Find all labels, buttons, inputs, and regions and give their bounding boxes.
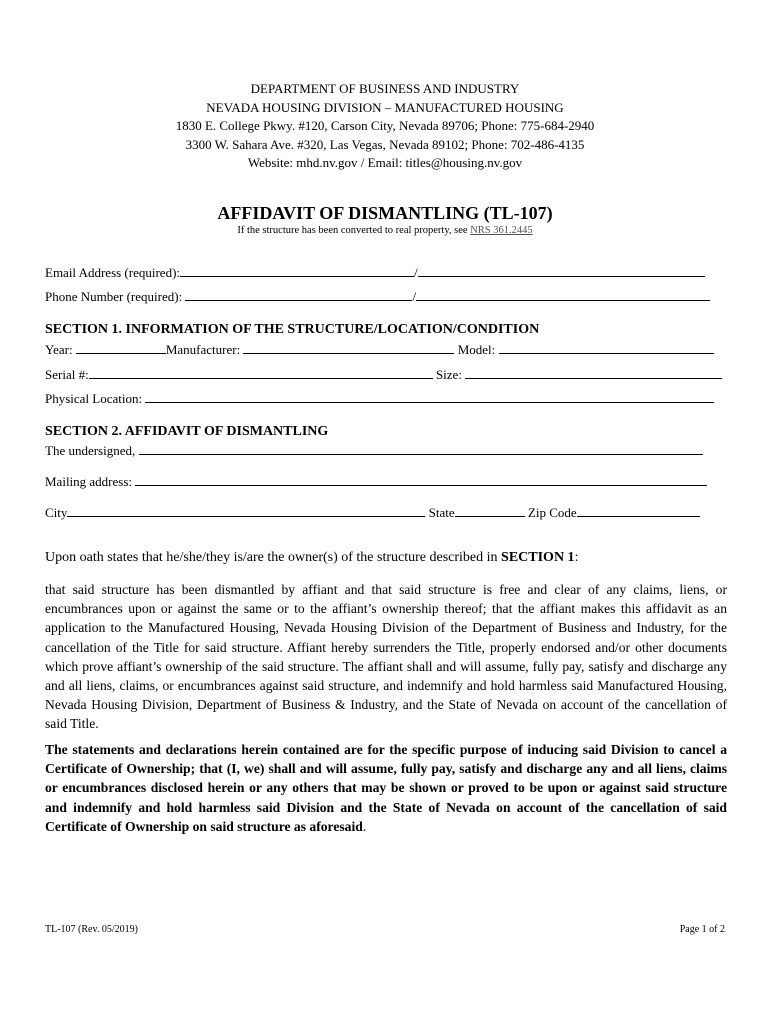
model-field[interactable] <box>499 341 714 354</box>
phone-field-2[interactable] <box>416 288 710 301</box>
phone-field-1[interactable] <box>185 288 412 301</box>
las-vegas-address: 3300 W. Sahara Ave. #320, Las Vegas, Nevada 89102; Phone: 702-486-4135 <box>185 136 585 152</box>
oath-section-ref: SECTION 1 <box>501 550 575 565</box>
phone-label: Phone Number (required): <box>45 289 186 304</box>
zip-field[interactable] <box>577 504 700 517</box>
year-label: Year: <box>45 342 76 357</box>
undersigned-label: The undersigned, <box>45 443 139 458</box>
zip-label: Zip Code <box>524 505 577 520</box>
nrs-link[interactable]: NRS 361.2445 <box>470 225 533 236</box>
affidavit-paragraph: that said structure has been dismantled by affiant and that said structure is free and clear of any claims, liens, or encumbrances upon or against the same or to the affiant’s ownership thereof; that the affiant makes this affidavit as an application to the Manufactured Housing, Nevada Housing Division of the Department of Business and Industry, for the cancellation of the Title for said structure. Affiant hereby surrenders the Title, properly endorsed and/or other documents which prove affiant’s ownership of the said structure. The affiant shall and will assume, fully pay, satisfy and discharge any and all liens, claims, or encumbrances against said structure, and indemnify and hold harmless said Manufactured Housing, Nevada Housing Division, Department of Business & Industry, and the State of Nevada on account of the cancellation of said Title. <box>45 582 727 732</box>
city-label: City <box>45 505 68 520</box>
size-field[interactable] <box>465 366 722 379</box>
serial-label: Serial #: <box>45 367 89 382</box>
serial-field[interactable] <box>89 366 433 379</box>
city-row <box>45 504 700 521</box>
year-field[interactable] <box>76 341 166 354</box>
form-title: AFFIDAVIT OF DISMANTLING (TL-107) <box>217 203 553 223</box>
declaration-text: The statements and declarations herein contained are for the specific purpose of inducing said Division to cancel a Certificate of Ownership; that (I, we) shall and will assume, fully pay, satisfy and discharge any and all liens, claims or encumbrances disclosed herein or any others that may be shown or proved to be upon or against said structure and indemnify and hold harmless said Division and the State of Nevada on account of the cancellation of said Certificate of Ownership on said structure as aforesaid <box>45 742 727 834</box>
mailing-label: Mailing address: <box>45 474 136 489</box>
mailing-row <box>45 473 707 490</box>
form-subtitle <box>0 225 770 236</box>
location-label: Physical Location: <box>45 391 146 406</box>
agency-name: DEPARTMENT OF BUSINESS AND INDUSTRY <box>250 81 520 96</box>
section1-heading: SECTION 1. INFORMATION OF THE STRUCTURE/LOCATION/CONDITION <box>45 322 540 337</box>
email-label: Email Address (required): <box>45 265 181 280</box>
email-field-2[interactable] <box>418 264 705 277</box>
oath-text: Upon oath states that he/she/they is/are the owner(s) of the structure described in <box>45 550 502 565</box>
email-separator: / <box>414 265 418 280</box>
state-field[interactable] <box>455 504 525 517</box>
subtitle-text: If the structure has been converted to real property, see <box>237 225 471 236</box>
oath-colon: : <box>574 550 579 565</box>
carson-city-address: 1830 E. College Pkwy. #120, Carson City, Nevada 89706; Phone: 775-684-2940 <box>175 118 595 133</box>
section2-heading: SECTION 2. AFFIDAVIT OF DISMANTLING <box>45 424 329 439</box>
model-label: Model: <box>454 342 499 357</box>
email-row <box>45 264 705 281</box>
manufacturer-field[interactable] <box>243 341 454 354</box>
oath-statement <box>45 550 578 566</box>
phone-separator: / <box>412 289 417 304</box>
form-id: TL-107 (Rev. 05/2019) <box>45 924 138 935</box>
manufacturer-label: Manufacturer: <box>165 342 244 357</box>
size-label: Size: <box>432 367 466 382</box>
page-number: Page 1 of 2 <box>679 924 725 935</box>
website-email: Website: mhd.nv.gov / Email: titles@housing.nv.gov <box>247 155 523 170</box>
undersigned-field[interactable] <box>139 442 703 455</box>
location-row <box>45 390 714 407</box>
city-field[interactable] <box>67 504 425 517</box>
structure-row <box>45 341 714 358</box>
serial-row <box>45 366 722 383</box>
division-name: NEVADA HOUSING DIVISION – MANUFACTURED HOUSING <box>206 99 564 115</box>
location-field[interactable] <box>145 390 714 403</box>
declaration-paragraph <box>45 740 727 836</box>
mailing-field[interactable] <box>135 473 707 486</box>
state-label: State <box>425 505 455 520</box>
declaration-period: . <box>362 818 367 834</box>
phone-row <box>45 288 710 305</box>
email-field-1[interactable] <box>180 264 414 277</box>
undersigned-row <box>45 442 703 459</box>
